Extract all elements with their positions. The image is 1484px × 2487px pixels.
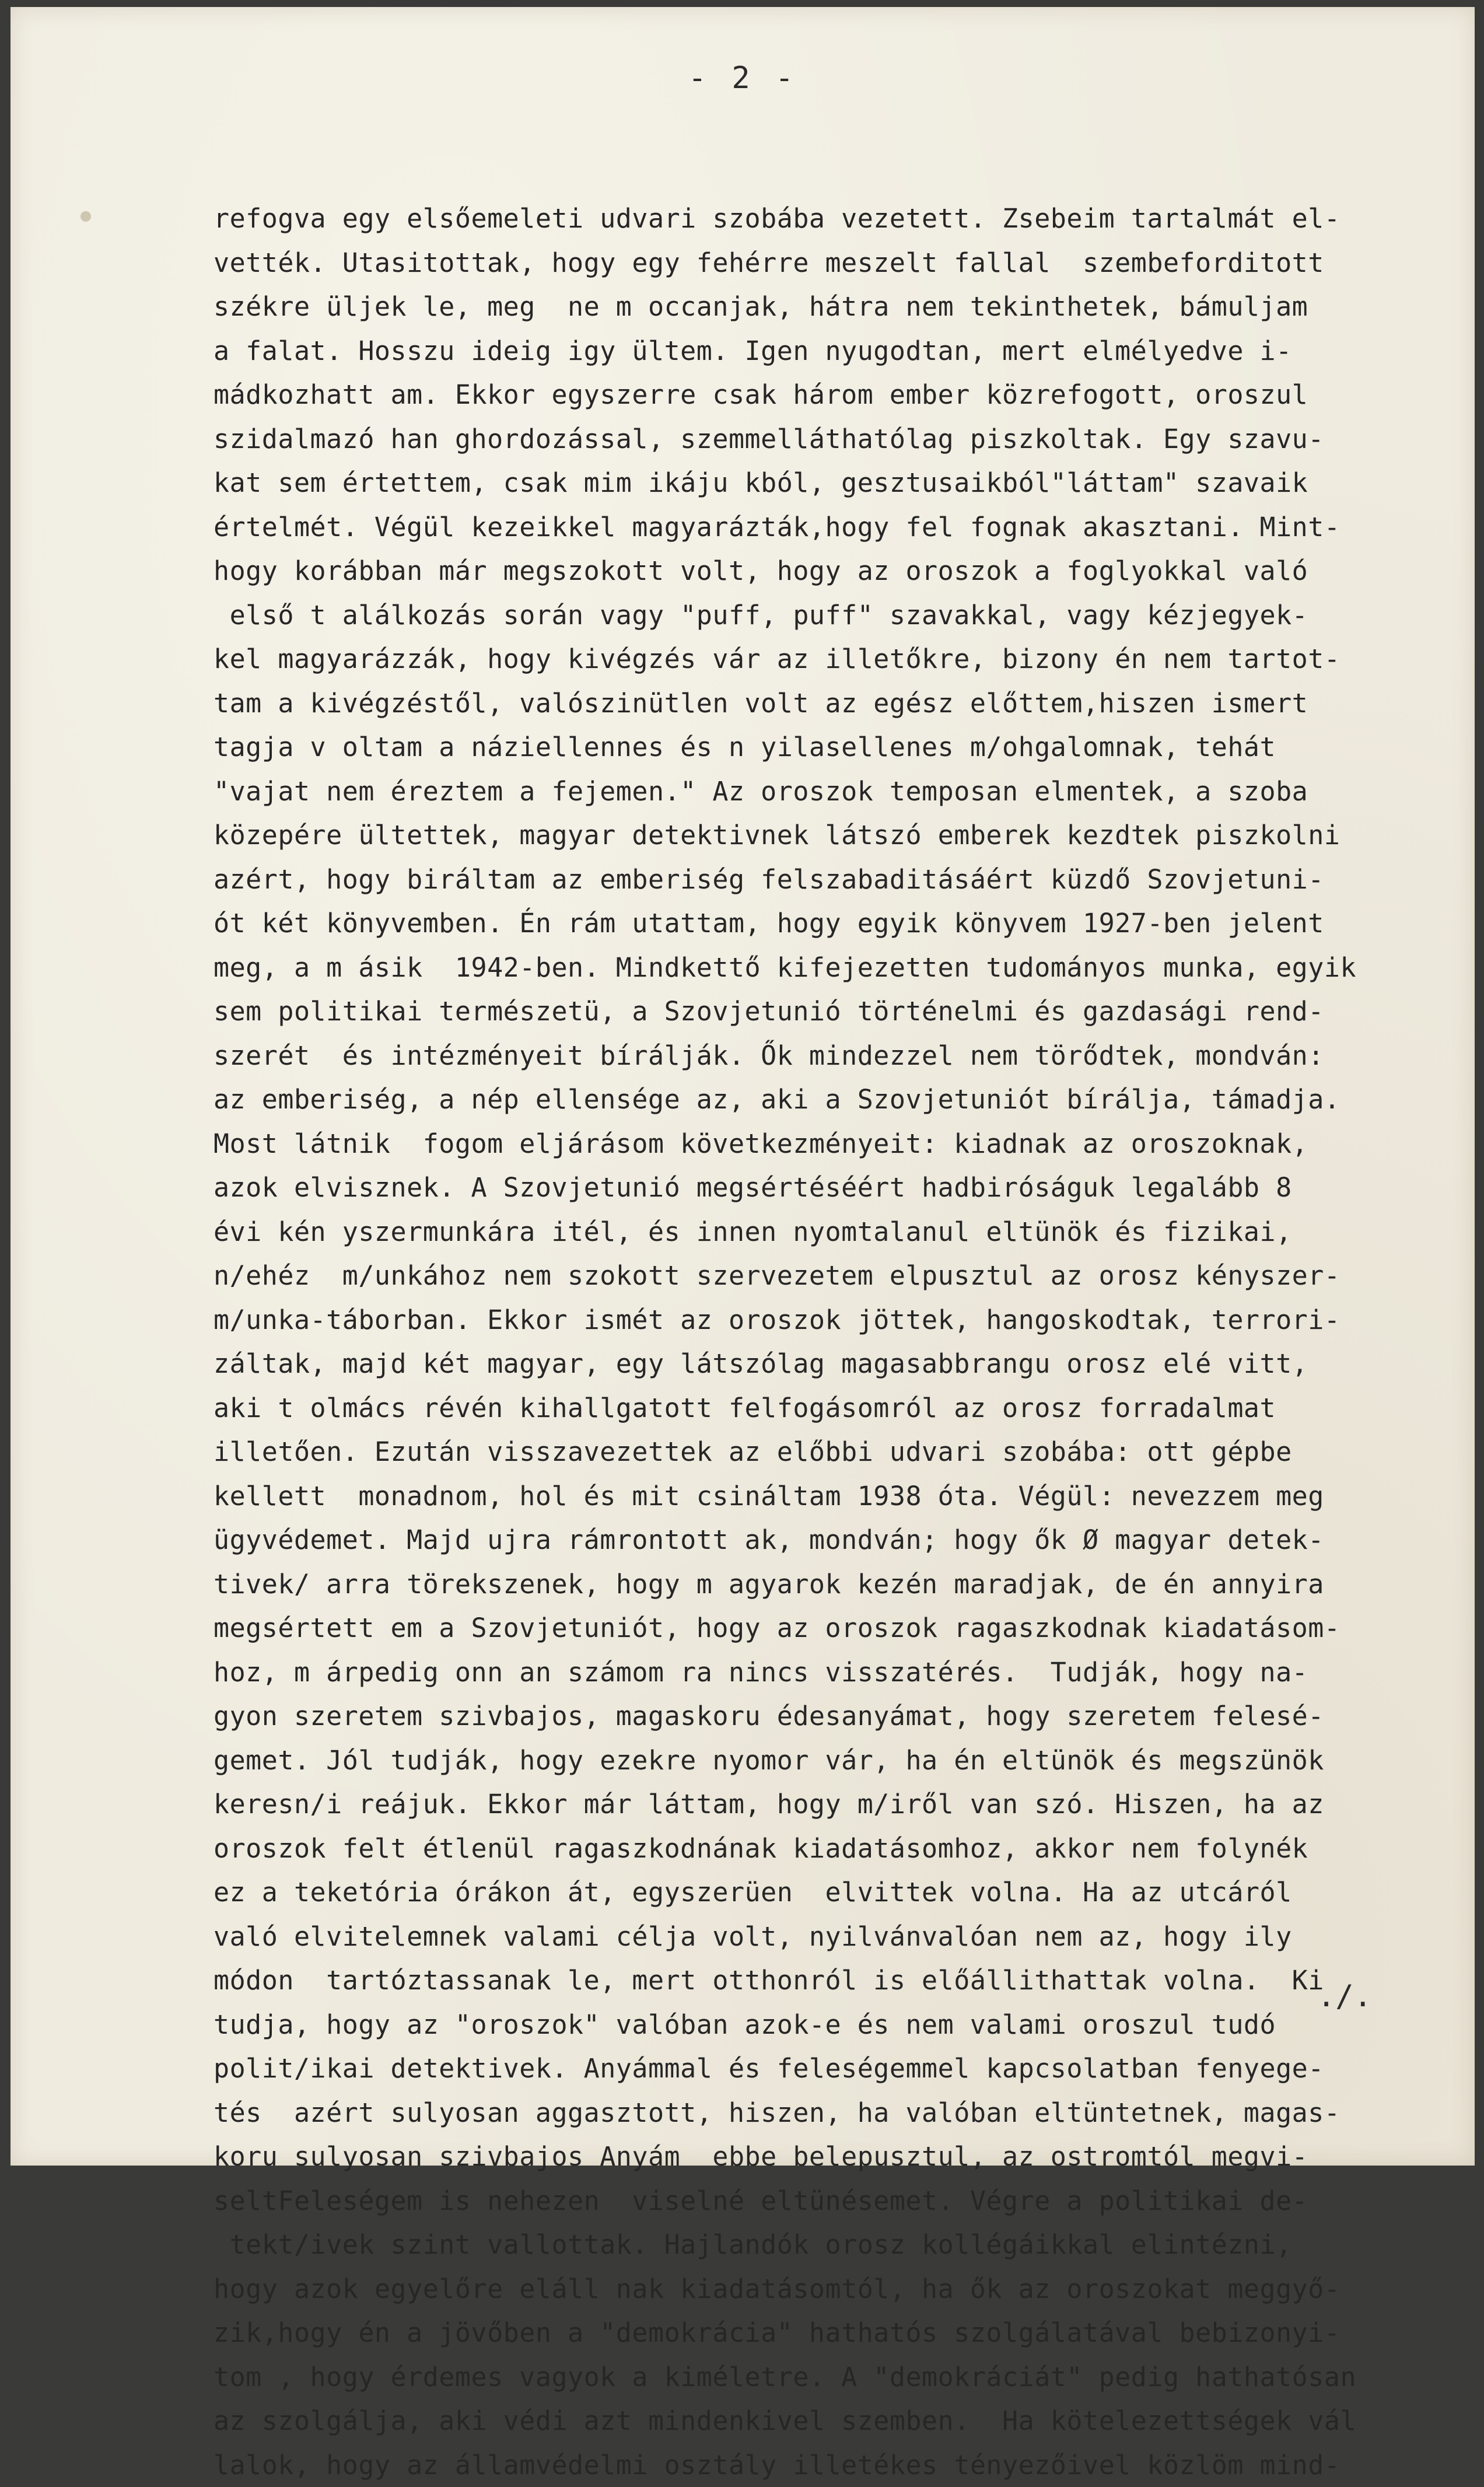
typewritten-page [10,7,1475,2166]
text-line: tagja v oltam a náziellennes és n yilasellenes m/ohgalomnak, tehát [214,725,1444,769]
text-line: hogy korábban már megszokott volt, hogy az oroszok a foglyokkal való [214,549,1444,593]
text-line: koru sulyosan szivbajos Anyám ebbe belepusztul, az ostromtól megvi- [214,2135,1444,2179]
text-line: kat sem értettem, csak mim ikáju kból, gesztusaikból"láttam" szavaik [214,461,1444,505]
text-line: oroszok felt étlenül ragaszkodnának kiadatásomhoz, akkor nem folynék [214,1827,1444,1871]
text-line: hogy azok egyelőre eláll nak kiadatásomtól, ha ők az oroszokat meggyő- [214,2267,1444,2311]
continuation-mark: ./. [1317,1979,1372,2014]
text-line: megsértett em a Szovjetuniót, hogy az oroszok ragaszkodnak kiadatásom- [214,1606,1444,1650]
text-line: m/unka-táborban. Ekkor ismét az oroszok jöttek, hangoskodtak, terrori- [214,1298,1444,1342]
text-line: n/ehéz m/unkához nem szokott szervezetem elpusztul az orosz kényszer- [214,1254,1444,1298]
text-line: szidalmazó han ghordozással, szemmelláthatólag piszkoltak. Egy szavu- [214,417,1444,461]
text-line: lalok, hogy az államvédelmi osztály illetékes tényezőivel közlöm mind- [214,2443,1444,2487]
text-line: záltak, majd két magyar, egy látszólag magasabbrangu orosz elé vitt, [214,1342,1444,1386]
text-line: tam a kivégzéstől, valószinütlen volt az egész előttem,hiszen ismert [214,681,1444,726]
text-line: közepére ültettek, magyar detektivnek látszó emberek kezdtek piszkolni [214,813,1444,858]
typewritten-body [214,197,1444,2487]
text-line: ót két könyvemben. Én rám utattam, hogy egyik könyvem 1927-ben jelent [214,901,1444,946]
text-line: mádkozhatt am. Ekkor egyszerre csak három ember közrefogott, oroszul [214,373,1444,417]
text-line: sem politikai természetü, a Szovjetunió történelmi és gazdasági rend- [214,989,1444,1034]
text-line: értelmét. Végül kezeikkel magyarázták,hogy fel fognak akasztani. Mint- [214,505,1444,550]
text-line: az emberiség, a nép ellensége az, aki a Szovjetuniót bírálja, támadja. [214,1078,1444,1122]
text-line: refogva egy elsőemeleti udvari szobába vezetett. Zsebeim tartalmát el- [214,197,1444,241]
text-line: tivek/ arra törekszenek, hogy m agyarok kezén maradjak, de én annyira [214,1562,1444,1607]
text-line: tudja, hogy az "oroszok" valóban azok-e és nem valami oroszul tudó [214,2003,1444,2047]
text-line: módon tartóztassanak le, mert otthonról is előállithattak volna. Ki [214,1958,1444,2003]
page-number: - 2 - [10,61,1475,96]
text-line: polit/ikai detektivek. Anyámmal és feleségemmel kapcsolatban fenyege- [214,2047,1444,2091]
text-line: keresn/i reájuk. Ekkor már láttam, hogy m/iről van szó. Hiszen, ha az [214,1782,1444,1827]
text-line: kellett monadnom, hol és mit csináltam 1938 óta. Végül: nevezzem meg [214,1474,1444,1519]
text-line: Most látnik fogom eljárásom következményeit: kiadnak az oroszoknak, [214,1122,1444,1166]
text-line: tés azért sulyosan aggasztott, hiszen, ha valóban eltüntetnek, magas- [214,2091,1444,2135]
text-line: ügyvédemet. Majd ujra rámrontott ak, mondván; hogy ők Ø magyar detek- [214,1518,1444,1562]
text-line: évi kén yszermunkára itél, és innen nyomtalanul eltünök és fizikai, [214,1210,1444,1254]
text-line: gemet. Jól tudják, hogy ezekre nyomor vár, ha én eltünök és megszünök [214,1739,1444,1783]
text-line: való elvitelemnek valami célja volt, nyilvánvalóan nem az, hogy ily [214,1915,1444,1959]
text-line: azért, hogy biráltam az emberiség felszabaditásáért küzdő Szovjetuni- [214,858,1444,902]
text-line: székre üljek le, meg ne m occanjak, hátra nem tekinthetek, bámuljam [214,285,1444,329]
text-line: a falat. Hosszu ideig igy ültem. Igen nyugodtan, mert elmélyedve i- [214,329,1444,373]
text-line: zik,hogy én a jövőben a "demokrácia" hathatós szolgálatával bebizonyi- [214,2311,1444,2355]
text-line: hoz, m árpedig onn an számom ra nincs visszatérés. Tudják, hogy na- [214,1650,1444,1695]
text-line: tom , hogy érdemes vagyok a kiméletre. A "demokráciát" pedig hathatósan [214,2355,1444,2399]
text-line: "vajat nem éreztem a fejemen." Az oroszok temposan elmentek, a szoba [214,769,1444,814]
text-line: gyon szeretem szivbajos, magaskoru édesanyámat, hogy szeretem felesé- [214,1694,1444,1739]
text-line: aki t olmács révén kihallgatott felfogásomról az orosz forradalmat [214,1386,1444,1430]
text-line: kel magyarázzák, hogy kivégzés vár az illetőkre, bizony én nem tartot- [214,637,1444,681]
text-line: tekt/ivek szint vallottak. Hajlandók orosz kollégáikkal elintézni, [214,2223,1444,2267]
text-line: illetően. Ezután visszavezettek az előbbi udvari szobába: ott gépbe [214,1430,1444,1474]
text-line: azok elvisznek. A Szovjetunió megsértéséért hadbiróságuk legalább 8 [214,1166,1444,1210]
text-line: ez a teketória órákon át, egyszerüen elvittek volna. Ha az utcáról [214,1870,1444,1915]
text-line: az szolgálja, aki védi azt mindenkivel szemben. Ha kötelezettségek vál [214,2399,1444,2443]
text-line: első t alálkozás során vagy "puff, puff" szavakkal, vagy kézjegyek- [214,593,1444,638]
text-line: seltFeleségem is nehezen viselné eltünésemet. Végre a politikai de- [214,2179,1444,2223]
text-line: vették. Utasitottak, hogy egy fehérre meszelt fallal szembeforditott [214,241,1444,285]
punch-hole-mark [80,211,91,222]
text-line: meg, a m ásik 1942-ben. Mindkettő kifejezetten tudományos munka, egyik [214,946,1444,990]
text-line: szerét és intézményeit bírálják. Ők mindezzel nem törődtek, mondván: [214,1034,1444,1078]
